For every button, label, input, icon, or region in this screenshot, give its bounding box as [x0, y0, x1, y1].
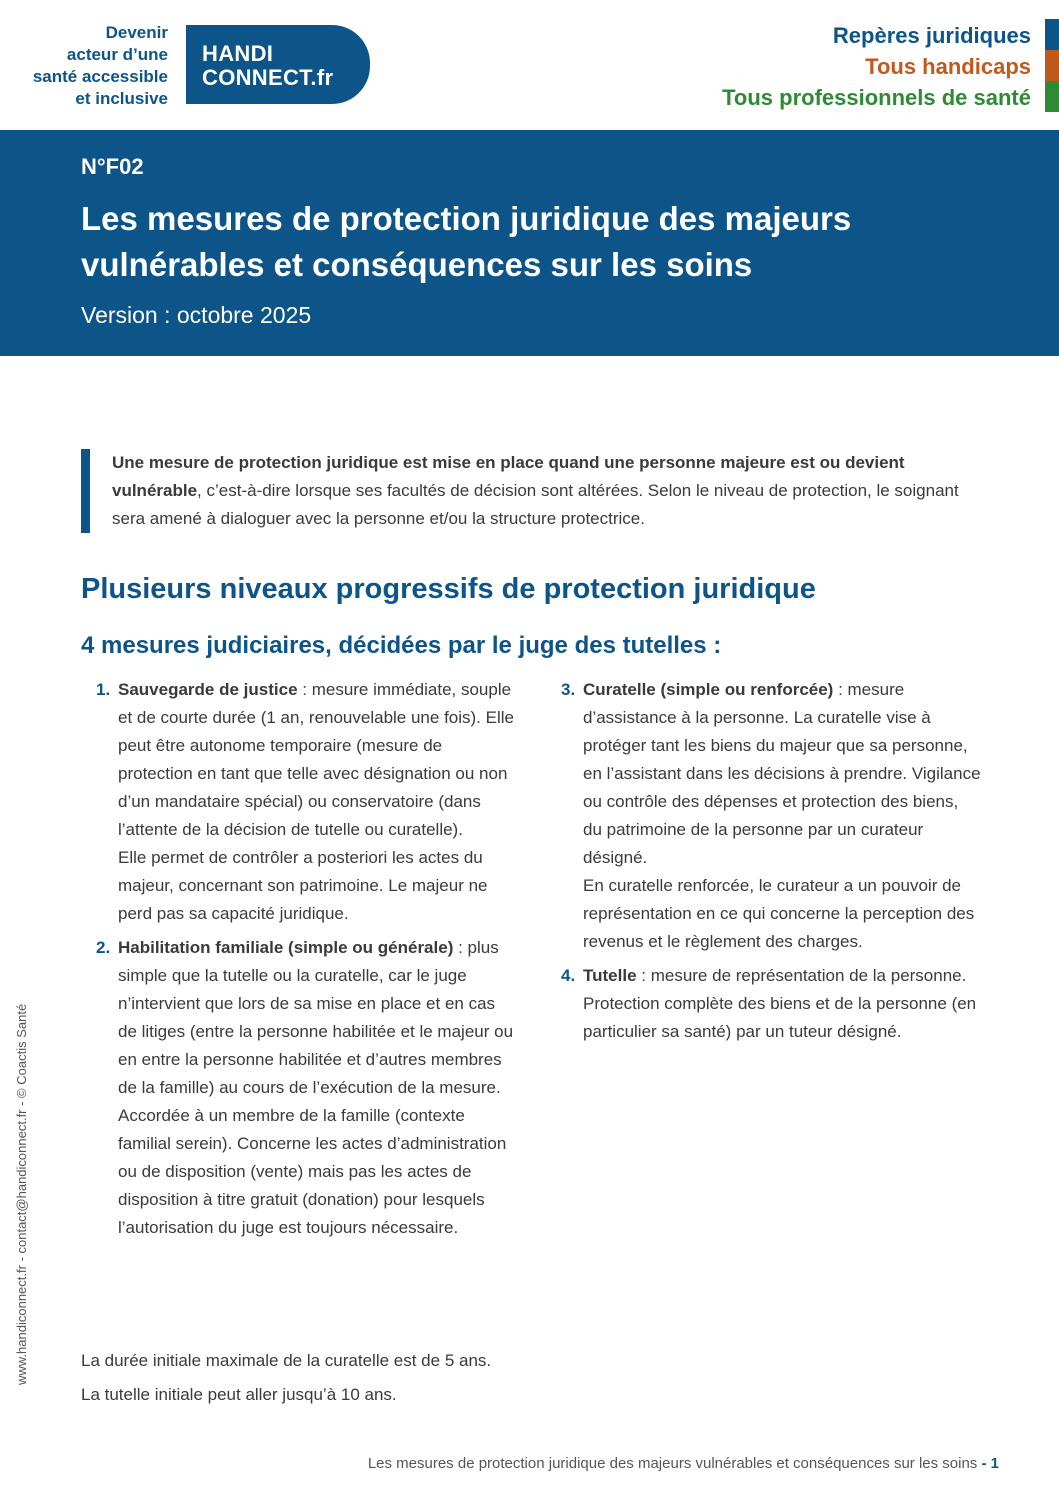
logo-line: HANDI: [202, 41, 274, 66]
measures-column-left: [96, 676, 516, 1248]
item-extra: En curatelle renforcée, le curateur a un pouvoir de représentation en ce qui concerne la perception des revenus et le règlement des charges.: [583, 876, 975, 951]
item-term: Tutelle: [583, 966, 637, 985]
item-number: 3.: [561, 680, 576, 699]
footer-text: Les mesures de protection juridique des majeurs vulnérables et conséquences sur les soins: [367, 1455, 978, 1472]
item-number: 2.: [96, 938, 111, 957]
tag-handicap: Tous handicaps: [865, 54, 1031, 79]
item-description: : plus simple que la tutelle ou la curatelle, car le juge n’intervient que lors de sa mise en place et en cas de litiges (entre la personne habilitée et le majeur ou en entre la personne habilitée et d’autres membres de la famille) au cours de l’exécution de la mesure.: [118, 938, 514, 1097]
logo-line: CONNECT.fr: [202, 65, 334, 90]
tagline-line: Devenir: [105, 23, 168, 42]
page-number: 1: [990, 1455, 999, 1472]
document-version: Version : octobre 2025: [81, 302, 312, 328]
tagline-line: santé accessible: [32, 67, 168, 86]
list-item: [561, 676, 981, 956]
duration-note: La durée initiale maximale de la curatelle est de 5 ans.: [81, 1351, 492, 1370]
intro-callout: [81, 449, 981, 533]
item-description: : mesure de représentation de la personne. Protection complète des biens et de la personne (en particulier sa santé) par un tuteur désigné.: [583, 966, 977, 1041]
item-term: Sauvegarde de justice: [118, 680, 298, 699]
color-bars: [1045, 19, 1059, 112]
category-tags: [722, 20, 1031, 113]
tagline-line: et inclusive: [75, 89, 168, 108]
item-extra: Accordée à un membre de la famille (contexte familial serein). Concerne les actes d’administration ou de disposition (vente) mais pas les actes de disposition à titre gratuit (donation) pour lesquels l’autorisation du juge est toujours nécessaire.: [118, 1106, 507, 1237]
tagline: [14, 22, 168, 110]
intro-text: , c’est-à-dire lorsque ses facultés de décision sont altérées. Selon le niveau de protection, le soignant sera amené à dialoguer avec la personne et/ou la structure protectrice.: [112, 481, 959, 528]
item-number: 4.: [561, 966, 576, 985]
item-description: : mesure immédiate, souple et de courte durée (1 an, renouvelable une fois). Elle peut être autonome temporaire (mesure de protection en tant que telle avec désignation ou non d’un mandataire spécial) ou conservatoire (dans l’attente de la décision de tutelle ou curatelle).: [118, 680, 514, 839]
duration-note: La tutelle initiale peut aller jusqu’à 10 ans.: [81, 1385, 397, 1404]
tagline-line: acteur d’une: [66, 45, 168, 64]
side-contact-text: www.handiconnect.fr - contact@handiconnect.fr - © Coactis Santé: [14, 1003, 29, 1385]
measures-column-right: [561, 676, 981, 1052]
item-text: [583, 676, 981, 872]
intro-bold: Une mesure de protection juridique est mise en place quand une personne majeure est ou devient vulnérable: [112, 453, 905, 500]
item-text: [118, 676, 516, 844]
title-banner: [0, 130, 1059, 356]
item-term: Curatelle (simple ou renforcée): [583, 680, 834, 699]
item-text: [583, 962, 981, 1046]
item-extra: Elle permet de contrôler a posteriori les actes du majeur, concernant son patrimoine. Le majeur ne perd pas sa capacité juridique.: [118, 848, 488, 923]
list-item: [96, 934, 516, 1242]
list-item: [96, 676, 516, 928]
color-bar: [1045, 50, 1059, 81]
section-heading: Plusieurs niveaux progressifs de protection juridique: [81, 573, 816, 605]
section-subheading: 4 mesures judiciaires, décidées par le juge des tutelles :: [81, 632, 722, 659]
color-bar: [1045, 81, 1059, 112]
document-title: Les mesures de protection juridique des majeurs vulnérables et conséquences sur les soins: [81, 200, 852, 283]
item-term: Habilitation familiale (simple ou générale): [118, 938, 454, 957]
tag-legal: Repères juridiques: [832, 23, 1031, 48]
item-description: : mesure d’assistance à la personne. La curatelle vise à protéger tant les biens du majeur que sa personne, en l’assistant dans les décisions à prendre. Vigilance ou contrôle des dépenses et protection des biens, du patrimoine de la personne par un curateur désigné.: [583, 680, 981, 867]
footer-separator: -: [977, 1455, 991, 1472]
list-item: [561, 962, 981, 1046]
tag-professionals: Tous professionnels de santé: [722, 85, 1031, 110]
color-bar: [1045, 19, 1059, 50]
document-number: N°F02: [81, 154, 144, 179]
item-text: [118, 934, 516, 1102]
handiconnect-logo[interactable]: [186, 25, 370, 104]
page-footer: [368, 1455, 999, 1472]
item-number: 1.: [96, 680, 111, 699]
